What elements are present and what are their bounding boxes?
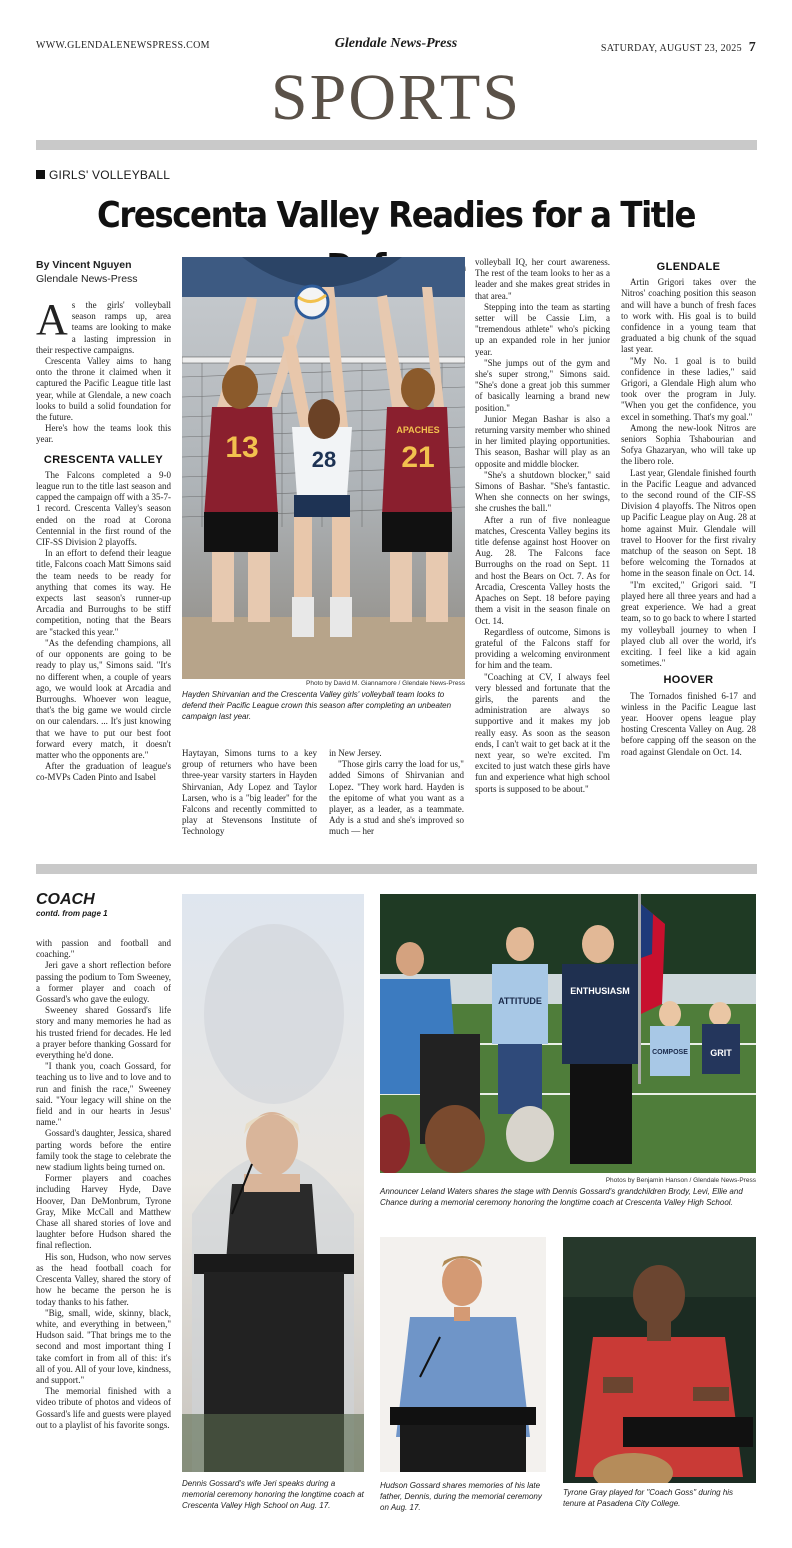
shirt-text-1: ATTITUDE	[498, 996, 542, 1006]
paragraph: Here's how the teams look this year.	[36, 423, 171, 445]
paper-name: Glendale News-Press	[334, 36, 458, 51]
story-column-4	[475, 257, 610, 795]
paragraph: The memorial finished with a video tribute of photos and videos of Gossard's life and guests were played out to a playlist of his favorite songs.	[36, 1386, 171, 1430]
paragraph: in New Jersey.	[329, 748, 382, 758]
square-bullet-icon	[36, 170, 45, 179]
shirt-text-2: ENTHUSIASM	[570, 986, 630, 996]
page-date	[601, 40, 756, 56]
page-number: 7	[748, 40, 756, 55]
paragraph: After a run of five nonleague matches, Crescenta Valley begins its title defense against host Hoover on Aug. 28. The Falcons face Burroughs on the road on Sept. 11 and host the Bears on Oct. 7. As for Arcadia, Crescenta Valley hosts the Apaches on Sept. 18 before paying them a visit in the season finale on Oct. 14.	[475, 514, 610, 626]
jersey-number-left: 13	[225, 431, 259, 464]
story-headline: Crescenta Valley Readies for a Title	[97, 195, 695, 236]
jersey-team-right: APACHES	[396, 425, 440, 435]
paragraph: After the graduation of league's co-MVPs Caden Pinto and Isabel	[36, 761, 171, 783]
paragraph: Among the new-look Nitros are seniors Sophia Tshabourian and Sofya Ghazaryan, who will take up the libero role.	[621, 422, 756, 467]
paragraph: Artin Grigori takes over the Nitros' coaching position this season and will have a bunch of fresh faces to work with. His goal is to build confidence in a young team that graduated a big chunk of the squad last year.	[621, 277, 756, 355]
jeri-photo	[182, 894, 364, 1472]
story-column-3	[329, 748, 464, 838]
website-url: WWW.GLENDALENEWSPRESS.COM	[36, 40, 210, 51]
shirt-text-4: GRIT	[710, 1048, 732, 1058]
photo-caption: Hayden Shirvanian and the Crescenta Valley girls' volleyball team looks to defend their Pacific League crown this season after completing an unbeaten campaign last year.	[182, 690, 452, 721]
paragraph: "I'm excited," Grigori said. "I played here all three years and had a great experience. We had a great team, so to go back to where I started my volleyball journey to when I played club all over the world, it's exciting. I feel like a kid again sometimes."	[621, 579, 756, 669]
story-column-5	[621, 262, 756, 758]
coach-jump-continued: contd. from page 1	[36, 909, 108, 918]
paragraph: volleyball IQ, her court awareness. The rest of the team looks to her as a leader and she makes great strides in that area."	[475, 257, 610, 301]
paragraph: Junior Megan Bashar is also a returning varsity member who shined in her limited playing opportunities. This season, Bashar will play as an opposite and middle blocker.	[475, 413, 610, 469]
hudson-photo-caption: Hudson Gossard shares memories of his late father, Dennis, during the memorial ceremony on Aug. 17.	[380, 1481, 542, 1512]
paragraph: Jeri gave a short reflection before passing the podium to Tom Sweeney, a former player and coach of Gossard's who gave the eulogy.	[36, 960, 171, 1005]
stage-photo-credit: Photos by Benjamin Hanson / Glendale News-Press	[605, 1177, 756, 1184]
story-column-1	[36, 258, 171, 784]
story-lede	[36, 295, 171, 356]
tyrone-photo	[563, 1237, 756, 1483]
paragraph: His son, Hudson, who now serves as the head football coach for Crescenta Valley, shared the story of how he became the person he is today thanks to his father.	[36, 1251, 171, 1307]
paragraph: In an effort to defend their league title, Falcons coach Matt Simons said the team needs to be ready for anything that comes its way. He expects last season's runner-up Arcadia and Burroughs to be stiff competition, noting that the Bears are "stacked this year."	[36, 548, 171, 637]
jersey-number-right: 21	[401, 441, 435, 474]
stage-photo-caption: Announcer Leland Waters shares the stage with Dennis Gossard's grandchildren Brody, Levi, Ellie and Chance during a memorial ceremony honoring the longtime coach at Crescenta Valley High School.	[380, 1187, 743, 1207]
tyrone-photo-caption: Tyrone Gray played for "Coach Goss" during his tenure at Pasadena City College.	[563, 1488, 734, 1508]
paragraph: "I thank you, coach Gossard, for teaching us to live and to love and to run and finish the race," Sweeney said. "Your legacy will shine on the field and in our hearts in Jesus' name."	[36, 1061, 171, 1128]
paragraph: "As the defending champions, all of our opponents are going to be ready to play us," Simons said. "It's no different when, a couple of years ago, we would look at Arcadia and Burroughs. Whoever won league, that's the big game we would circle on our calendars. ... It's just knowing that we have to put our best foot forward every match, it doesn't matter who the opponents are."	[36, 637, 171, 760]
story-divider	[36, 864, 757, 874]
paragraph: "She jumps out of the gym and she's super strong," Simons said. "She's done a great job this summer of basically learning a brand new position."	[475, 357, 610, 413]
paragraph: Sweeney shared Gossard's life story and many memories he had as his trusted friend for decades. He led a prayer before thanking Gossard for everything he'd done.	[36, 1005, 171, 1061]
paragraph: s the girls' volleyball season ramps up, area teams are looking to make a lasting impression in their respective campaigns.	[36, 300, 171, 355]
hudson-photo	[380, 1237, 546, 1472]
byline	[36, 258, 171, 286]
coach-column	[36, 938, 171, 1431]
paragraph: "Those girls carry the load for us," added Simons of Shirvanian and Lopez. "They work hard. Hayden is the epitome of what you want as a player, as a leader, as a teammate. Ady is a stud and she's improved so much — her	[329, 759, 464, 837]
kicker-text: GIRLS' VOLLEYBALL	[49, 168, 171, 182]
volleyball-photo	[182, 257, 465, 679]
drop-cap: A	[36, 295, 68, 344]
section-title: SPORTS	[270, 61, 522, 134]
paragraph: The Tornados finished 6-17 and winless in the Pacific League last year. Hoover opens league play hosting Crescenta Valley on Aug. 28 before capping off the season on the road against Glendale on Oct. 14.	[621, 690, 756, 757]
paragraph: "She's a shutdown blocker," said Simons of Bashar. "She's fantastic. When she connects on her swings, she crushes the ball."	[475, 469, 610, 514]
paragraph: "My No. 1 goal is to build confidence in these ladies," said Grigori, a Glendale High alum who took over the program in July. "When you get the confidence, you excel in something. That's my goal."	[621, 355, 756, 422]
paragraph: "Coaching at CV, I always feel very blessed and fortunate that the girls, the parents and the administration are always so supportive and it makes my job really easy. As soon as the season ends, I can't wait to get back at it the next year, so we're excited. I'm excited to just watch these girls have fun and experience what high school sports is supposed to be about."	[475, 671, 610, 794]
jersey-number-center: 28	[311, 447, 337, 472]
paragraph: Stepping into the team as starting setter will be Cassie Lim, a "tremendous athlete" who's picking up an expanded role in her junior year.	[475, 301, 610, 357]
date-text: SATURDAY, AUGUST 23, 2025	[600, 43, 742, 54]
coach-jump-heading: COACH	[36, 891, 95, 908]
jeri-photo-caption: Dennis Gossard's wife Jeri speaks during a memorial ceremony honoring the longtime coach at Crescenta Valley High School on Aug. 17.	[182, 1479, 364, 1510]
paragraph: Gossard's daughter, Jessica, shared parting words before the entire family took the stage to celebrate the new stadium lights being turned on.	[36, 1128, 171, 1173]
paragraph: Former players and coaches including Harvey Hyde, Dave Hoover, Dan DeMonbrum, Tyrone Gray, Mike McCall and Matthew Chase all shared stories of love and laughter before Hudson shared the final reflection.	[36, 1173, 171, 1251]
paragraph: "Big, small, wide, skinny, black, white, and everything in between," Hudson said. "That brings me to the second and most important thing I take comfort in from all of this: it's all of you. All of your love, kindness, and support."	[36, 1307, 171, 1385]
shirt-text-3: COMPOSE	[652, 1049, 688, 1056]
paragraph: Last year, Glendale finished fourth in the Pacific League and advanced to the second round of the CIF-SS Division 4 playoffs. The Nitros open up Pacific League play on Aug. 28 at home against Muir. Glendale will travel to Hoover for the first rivalry matchup of the season on Sept. 18 before welcoming the Tornados at home in the season finale on Oct. 14.	[621, 467, 756, 579]
section-divider	[36, 140, 757, 150]
stage-photo	[380, 894, 756, 1173]
photo-credit: Photo by David M. Giannamore / Glendale News-Press	[306, 680, 465, 687]
subhead-crescenta-valley: CRESCENTA VALLEY	[43, 453, 164, 466]
subhead-glendale: GLENDALE	[656, 261, 721, 273]
paragraph: Crescenta Valley aims to hang onto the throne it claimed when it captured the Pacific League title last year, while at Glendale, a new coach looks to build a solid foundation for the future.	[36, 356, 171, 423]
paragraph: Regardless of outcome, Simons is grateful of the Falcons staff for providing a welcoming environment for him and the team.	[475, 626, 610, 671]
byline-org: Glendale News-Press	[36, 273, 138, 285]
paragraph: with passion and football and coaching."	[36, 938, 171, 960]
story-column-2	[182, 748, 317, 838]
paragraph: The Falcons completed a 9-0 league run to the title last season and capped the campaign off with a 35-7-1 record. Crescenta Valley's season ended on the road at Corona Centennial in the first round of the CIF-SS Division 2 playoffs.	[36, 469, 171, 548]
story-kicker	[36, 168, 170, 182]
subhead-hoover: HOOVER	[663, 674, 714, 687]
paragraph: Haytayan, Simons turns to a key group of returners who have been three-year varsity starters in Hayden Shirvanian, Ady Lopez and Taylor Larsen, who is a "big leader" for the Falcons and recently committed to play at Stevensons Institute of Technology	[182, 748, 317, 837]
byline-name: By Vincent Nguyen	[36, 259, 132, 271]
